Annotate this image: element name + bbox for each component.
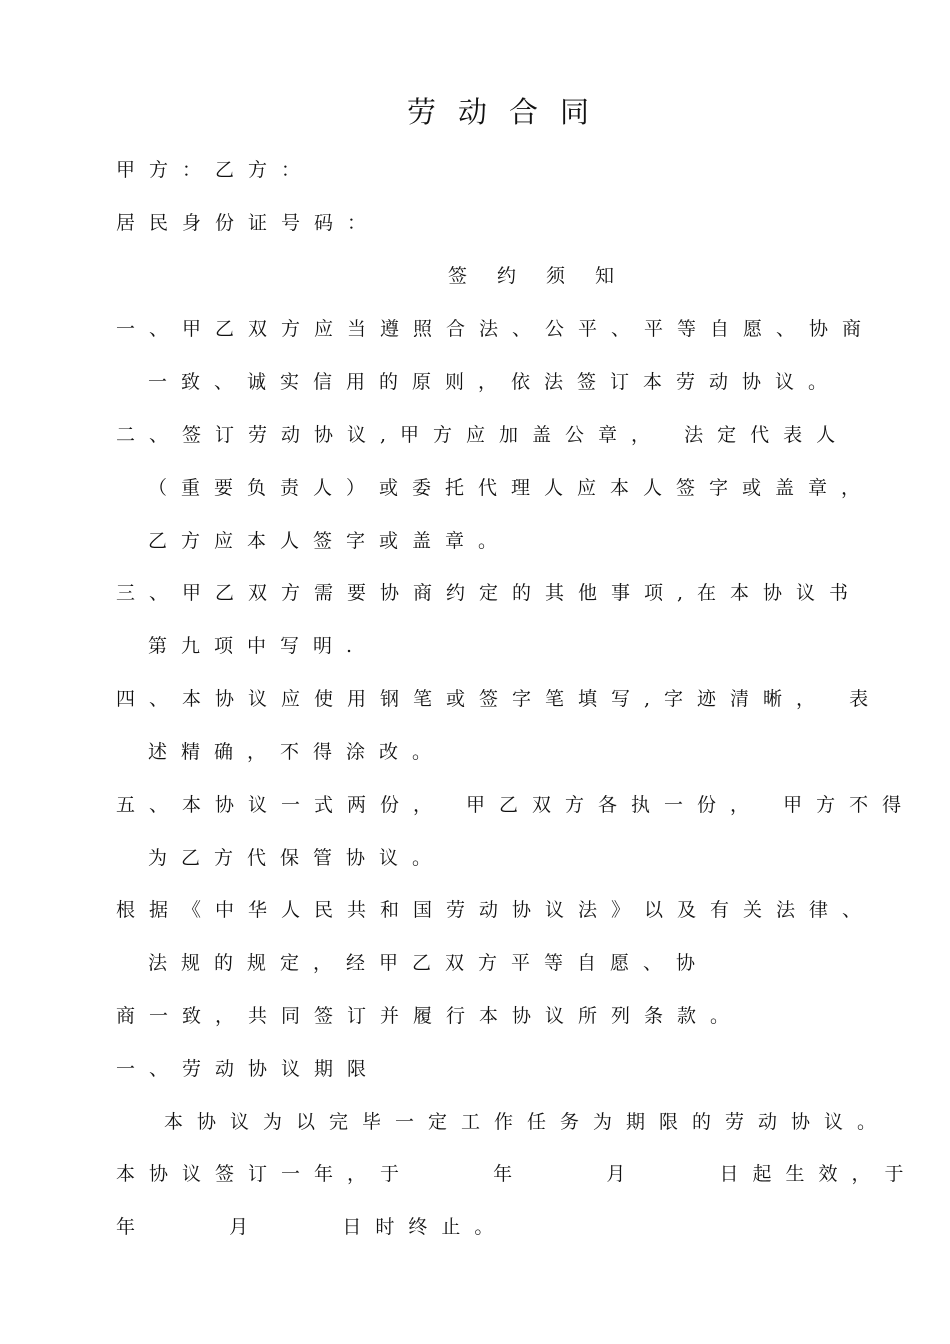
- notice-line: 四、本协议应使用钢笔或签字笔填写,字迹清晰， 表: [116, 688, 883, 710]
- notice-line: 五、本协议一式两份， 甲乙双方各执一份， 甲方不得: [116, 794, 916, 816]
- notice-line: 述精确，不得涂改。: [148, 741, 446, 763]
- notice-line: 二、签订劳动协议,甲方应加盖公章， 法定代表人: [116, 424, 850, 446]
- section-body-line: 本协议签订一年，于 年 月 日起生效，于: [116, 1163, 918, 1185]
- notice-line: 第九项中写明.: [148, 635, 367, 657]
- section-body-line: 年 月 日时终止。: [116, 1216, 508, 1238]
- parties-line: 甲方：乙方：: [116, 159, 315, 181]
- notice-line: 一致、诚实信用的原则，依法签订本劳动协议。: [148, 371, 842, 393]
- document-title: 劳动合同: [407, 95, 612, 129]
- section-heading: 一、劳动协议期限: [116, 1058, 381, 1080]
- notice-heading: 签约须知: [448, 265, 645, 287]
- preamble-line: 法规的规定，经甲乙双方平等自愿、协: [148, 952, 710, 974]
- notice-line: 一、甲乙双方应当遵照合法、公平、平等自愿、协商: [116, 318, 876, 340]
- notice-line: （重要负责人）或委托代理人应本人签字或盖章，: [148, 477, 875, 499]
- id-number-line: 居民身份证号码：: [116, 212, 381, 234]
- section-body-line: 本协议为以完毕一定工作任务为期限的劳动协议。: [164, 1111, 891, 1133]
- notice-line: 为乙方代保管协议。: [148, 847, 446, 869]
- preamble-line: 商一致，共同签订并履行本协议所列条款。: [116, 1005, 744, 1027]
- notice-line: 乙方应本人签字或盖章。: [148, 530, 512, 552]
- preamble-line: 根据《中华人民共和国劳动协议法》以及有关法律、: [116, 899, 876, 921]
- notice-line: 三、甲乙双方需要协商约定的其他事项,在本协议书: [116, 582, 863, 604]
